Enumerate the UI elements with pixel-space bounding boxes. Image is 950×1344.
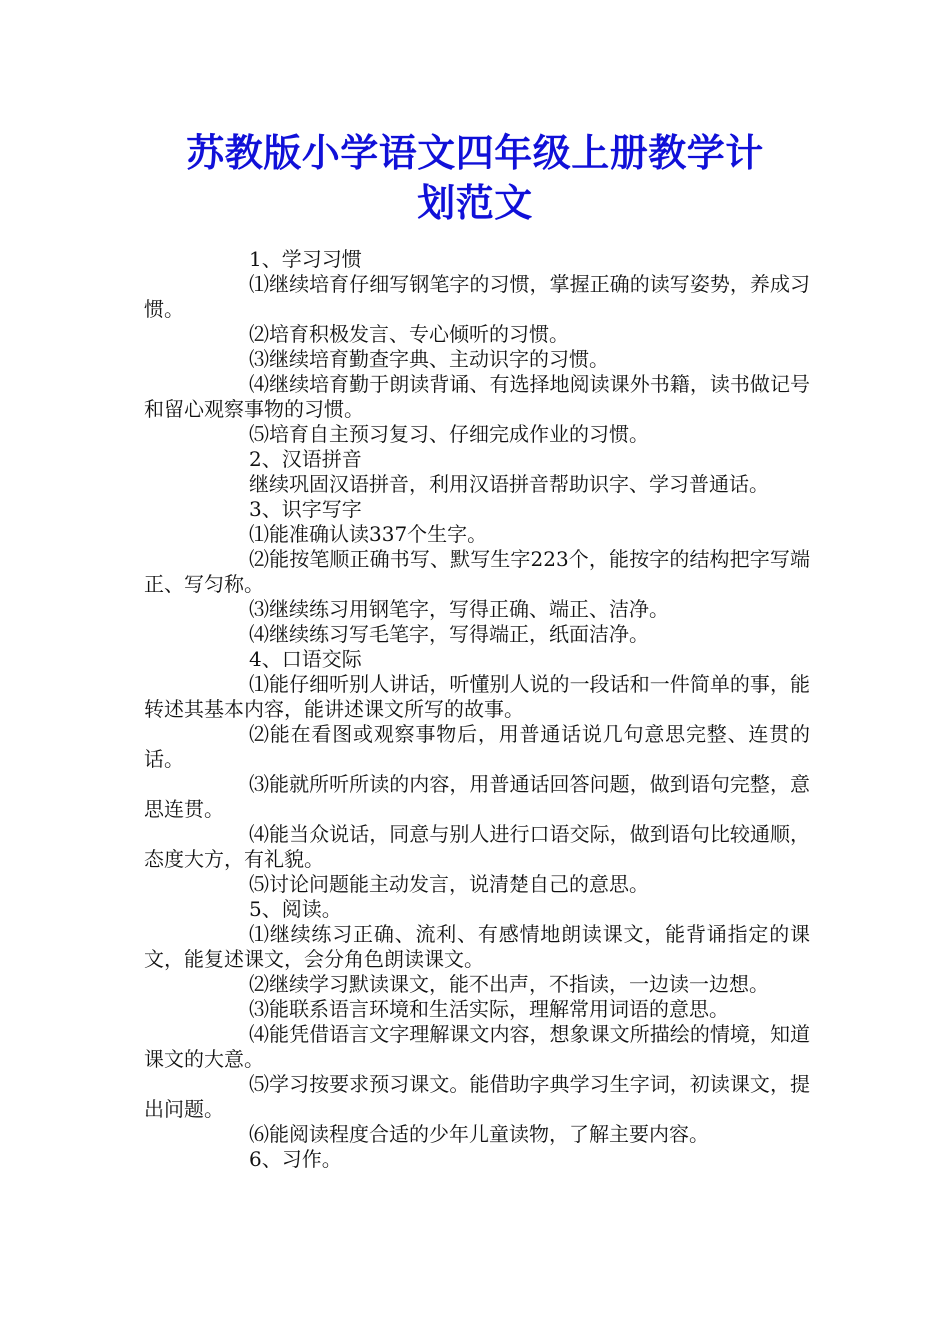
document-title (144, 128, 806, 228)
paragraph: ⑶继续培育勤查字典、主动识字的习惯。 (249, 347, 609, 371)
title-line-2: 划范文 (417, 180, 533, 225)
paragraph: ⑷能当众说话，同意与别人进行口语交际，做到语句比较通顺，态度大方，有礼貌。 (144, 822, 810, 871)
section-heading: 6、习作。 (249, 1147, 342, 1171)
paragraph: ⑷能凭借语言文字理解课文内容，想象课文所描绘的情境，知道课文的大意。 (144, 1022, 810, 1071)
section-heading: 1、学习习惯 (249, 247, 362, 271)
paragraph: ⑷继续练习写毛笔字，写得端正，纸面洁净。 (249, 622, 649, 646)
paragraph: ⑵能在看图或观察事物后，用普通话说几句意思完整、连贯的话。 (144, 722, 810, 771)
paragraph: ⑴继续培育仔细写钢笔字的习惯，掌握正确的读写姿势，养成习惯。 (144, 272, 810, 321)
paragraph: ⑸培育自主预习复习、仔细完成作业的习惯。 (249, 422, 649, 446)
section-heading: 2、汉语拼音 (249, 447, 362, 471)
title-line-1: 苏教版小学语文四年级上册教学计 (186, 130, 764, 175)
paragraph: ⑵能按笔顺正确书写、默写生字223个，能按字的结构把字写端正、写匀称。 (144, 547, 810, 596)
document-body (144, 247, 810, 1172)
section-heading: 4、口语交际 (249, 647, 362, 671)
paragraph: ⑷继续培育勤于朗读背诵、有选择地阅读课外书籍，读书做记号和留心观察事物的习惯。 (144, 372, 810, 421)
paragraph: ⑴继续练习正确、流利、有感情地朗读课文，能背诵指定的课文，能复述课文，会分角色朗读课文。 (144, 922, 810, 971)
paragraph: ⑵继续学习默读课文，能不出声，不指读，一边读一边想。 (249, 972, 769, 996)
paragraph: ⑶能就所听所读的内容，用普通话回答问题，做到语句完整，意思连贯。 (144, 772, 810, 821)
paragraph: ⑸学习按要求预习课文。能借助字典学习生字词，初读课文，提出问题。 (144, 1072, 810, 1121)
paragraph: ⑶继续练习用钢笔字，写得正确、端正、洁净。 (249, 597, 669, 621)
section-heading: 3、识字写字 (249, 497, 362, 521)
paragraph: ⑹能阅读程度合适的少年儿童读物，了解主要内容。 (249, 1122, 709, 1146)
paragraph: ⑴能准确认读337个生字。 (249, 522, 488, 546)
paragraph: 继续巩固汉语拼音，利用汉语拼音帮助识字、学习普通话。 (249, 472, 769, 496)
paragraph: ⑵培育积极发言、专心倾听的习惯。 (249, 322, 569, 346)
paragraph: ⑴能仔细听别人讲话，听懂别人说的一段话和一件简单的事，能转述其基本内容，能讲述课文所写的故事。 (144, 672, 810, 721)
paragraph: ⑶能联系语言环境和生活实际，理解常用词语的意思。 (249, 997, 729, 1021)
paragraph: ⑸讨论问题能主动发言，说清楚自己的意思。 (249, 872, 649, 896)
section-heading: 5、阅读。 (249, 897, 342, 921)
